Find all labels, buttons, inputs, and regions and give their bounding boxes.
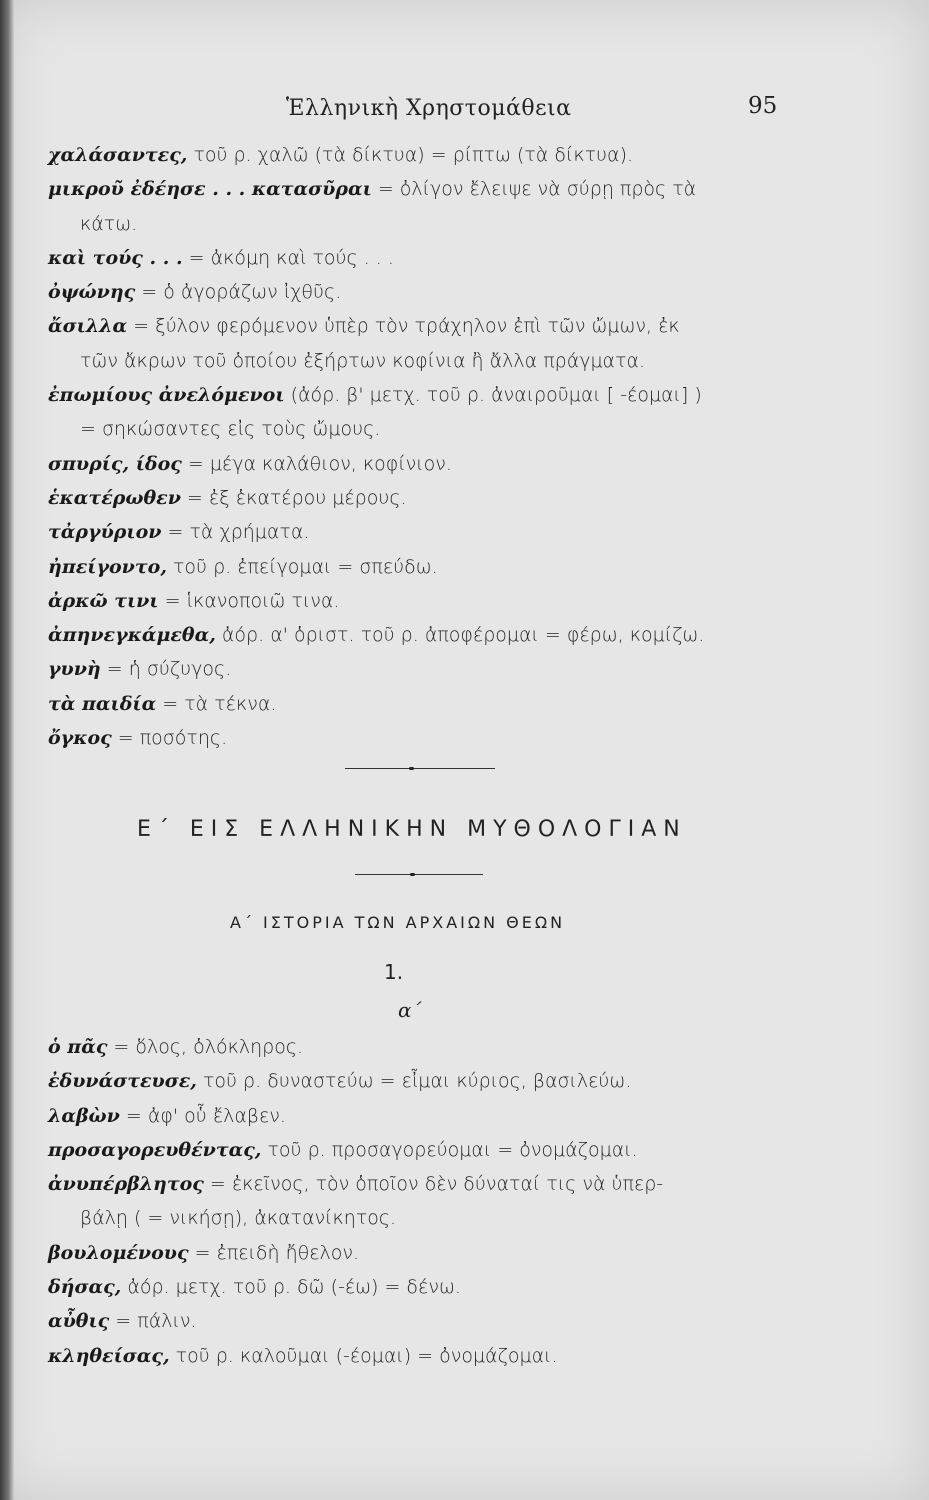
gloss-entry <box>48 652 808 686</box>
gloss-definition: βάλῃ ( = νικήσῃ), ἀκατανίκητος. <box>80 1207 397 1230</box>
gloss-entry <box>48 447 808 481</box>
divider-dot-1 <box>409 767 414 770</box>
gloss-entry <box>48 275 808 309</box>
gloss-term: τὰ παιδία <box>48 692 157 715</box>
section-numeral: 1. <box>384 960 404 984</box>
gloss-definition: = τὰ τέκνα. <box>156 692 277 715</box>
gloss-continuation <box>48 1201 808 1235</box>
gloss-entry <box>48 1064 808 1098</box>
gloss-term: ἐδυνάστευσε, <box>48 1070 197 1093</box>
gloss-definition: = ποσότης. <box>111 727 228 750</box>
gloss-definition: = ἀκόμη καὶ τούς . . . <box>182 246 394 269</box>
section-title: Ε΄ ΕΙΣ ΕΛΛΗΝΙΚΗΝ ΜΥΘΟΛΟΓΙΑΝ <box>137 817 687 842</box>
gloss-entry <box>48 1099 808 1133</box>
gloss-definition: τοῦ ρ. καλοῦμαι (-έομαι) = ὀνομάζομαι. <box>169 1344 558 1367</box>
gloss-definition: τοῦ ρ. χαλῶ (τὰ δίκτυα) = ρίπτω (τὰ δίκτυα). <box>187 144 634 166</box>
gloss-term: αὖθις <box>48 1310 110 1333</box>
section-subnumeral: α΄ <box>398 998 422 1022</box>
gloss-term: ἠπείγοντο, <box>48 555 167 578</box>
gloss-definition: τοῦ ρ. δυναστεύω = εἶμαι κύριος, βασιλεύω. <box>196 1070 632 1093</box>
gloss-entry <box>48 1167 808 1201</box>
glossary-top <box>48 138 808 755</box>
gloss-definition: τῶν ἄκρων τοῦ ὁποίου ἐξήρτων κοφίνια ἢ ἄλλα πράγματα. <box>80 349 646 372</box>
gloss-definition: = ἐξ ἑκατέρου μέρους. <box>180 486 407 509</box>
gloss-definition: = ὁ ἀγοράζων ἰχθῦς. <box>135 281 342 304</box>
gloss-entry <box>48 1236 808 1270</box>
gloss-term: τἀργύριον <box>48 521 162 544</box>
gloss-definition: = ἡ σύζυγος. <box>100 658 232 681</box>
gloss-entry <box>48 172 808 206</box>
gloss-definition: τοῦ ρ. προσαγορεύομαι = ὀνομάζομαι. <box>261 1138 638 1161</box>
gloss-term: καὶ τούς . . . <box>48 246 183 269</box>
gloss-continuation <box>48 344 808 378</box>
gloss-definition: ἀόρ. μετχ. τοῦ ρ. δῶ (-έω) = δένω. <box>121 1276 461 1299</box>
binding-edge <box>0 0 14 1500</box>
gloss-entry <box>48 687 808 721</box>
gloss-entry <box>48 1304 808 1338</box>
gloss-definition: = σηκώσαντες εἰς τοὺς ὤμους. <box>80 418 381 441</box>
gloss-term: ἐπωμίους ἀνελόμενοι <box>48 384 285 407</box>
gloss-entry <box>48 618 808 652</box>
divider-rule-2 <box>355 874 483 875</box>
gloss-entry <box>48 378 808 412</box>
gloss-term: σπυρίς, ίδος <box>48 452 182 475</box>
gloss-entry <box>48 584 808 618</box>
gloss-term: χαλάσαντες, <box>48 144 188 166</box>
gloss-term: ἑκατέρωθεν <box>48 486 181 509</box>
gloss-definition: = ἱκανοποιῶ τινα. <box>158 589 340 612</box>
gloss-entry <box>48 481 808 515</box>
running-head: Ἑλληνικὴ Χρηστομάθεια <box>286 96 572 121</box>
gloss-term: ἀρκῶ τινι <box>48 589 159 612</box>
gloss-entry <box>48 1270 808 1304</box>
gloss-continuation <box>48 412 808 446</box>
gloss-definition: = πάλιν. <box>109 1310 197 1333</box>
gloss-definition: = ἐπειδὴ ἤθελον. <box>188 1241 360 1264</box>
page-number: 95 <box>748 93 778 119</box>
gloss-entry <box>48 515 808 549</box>
gloss-entry <box>48 1030 808 1064</box>
gloss-continuation <box>48 207 808 241</box>
gloss-definition: κάτω. <box>80 212 138 235</box>
gloss-definition: ἀόρ. α' ὁριστ. τοῦ ρ. ἀποφέρομαι = φέρω, κομίζω. <box>215 624 705 647</box>
gloss-entry <box>48 1133 808 1167</box>
gloss-entry <box>48 550 808 584</box>
gloss-entry <box>48 309 808 343</box>
gloss-definition: = μέγα καλάθιον, κοφίνιον. <box>181 452 452 475</box>
gloss-definition: = ἐκεῖνος, τὸν ὁποῖον δὲν δύναταί τις νὰ ὑπερ- <box>203 1173 664 1196</box>
gloss-term: λαβὼν <box>48 1104 120 1127</box>
gloss-definition: = τὰ χρήματα. <box>161 521 310 544</box>
gloss-term: δήσας, <box>48 1276 122 1299</box>
gloss-term: ὄγκος <box>48 727 112 750</box>
subsection-title: Α΄ ΙΣΤΟΡΙΑ ΤΩΝ ΑΡΧΑΙΩΝ ΘΕΩΝ <box>230 913 566 932</box>
gloss-definition: (ἀόρ. β' μετχ. τοῦ ρ. ἀναιροῦμαι [ -έομαι] ) <box>284 384 702 407</box>
glossary-bottom <box>48 1030 808 1373</box>
gloss-definition: = ἀφ' οὗ ἔλαβεν. <box>119 1104 286 1127</box>
gloss-definition: = ὅλος, ὁλόκληρος. <box>107 1036 304 1058</box>
divider-dot-2 <box>410 873 415 876</box>
gloss-entry <box>48 241 808 275</box>
gloss-definition: = ὀλίγον ἔλειψε νὰ σύρῃ πρὸς τὰ <box>371 178 697 201</box>
gloss-term: ὁ πᾶς <box>48 1036 108 1058</box>
gloss-term: κληθείσας, <box>48 1344 170 1367</box>
divider-rule-1 <box>345 768 495 769</box>
gloss-entry <box>48 1339 808 1373</box>
gloss-term: βουλομένους <box>48 1241 189 1264</box>
gloss-term: προσαγορευθέντας, <box>48 1138 262 1161</box>
gloss-term: μικροῦ ἐδέησε . . . κατασῦραι <box>48 178 372 201</box>
gloss-term: γυνὴ <box>48 658 101 681</box>
gloss-term: ὀψώνης <box>48 281 136 304</box>
gloss-entry <box>48 138 808 172</box>
gloss-definition: = ξύλον φερόμενον ὑπὲρ τὸν τράχηλον ἐπὶ τῶν ὤμων, ἐκ <box>127 315 680 338</box>
gloss-term: ἄσιλλα <box>48 315 128 338</box>
gloss-term: ἀνυπέρβλητος <box>48 1173 204 1196</box>
gloss-term: ἀπηνεγκάμεθα, <box>48 624 216 647</box>
gloss-entry <box>48 721 808 755</box>
gloss-definition: τοῦ ρ. ἐπείγομαι = σπεύδω. <box>166 555 438 578</box>
